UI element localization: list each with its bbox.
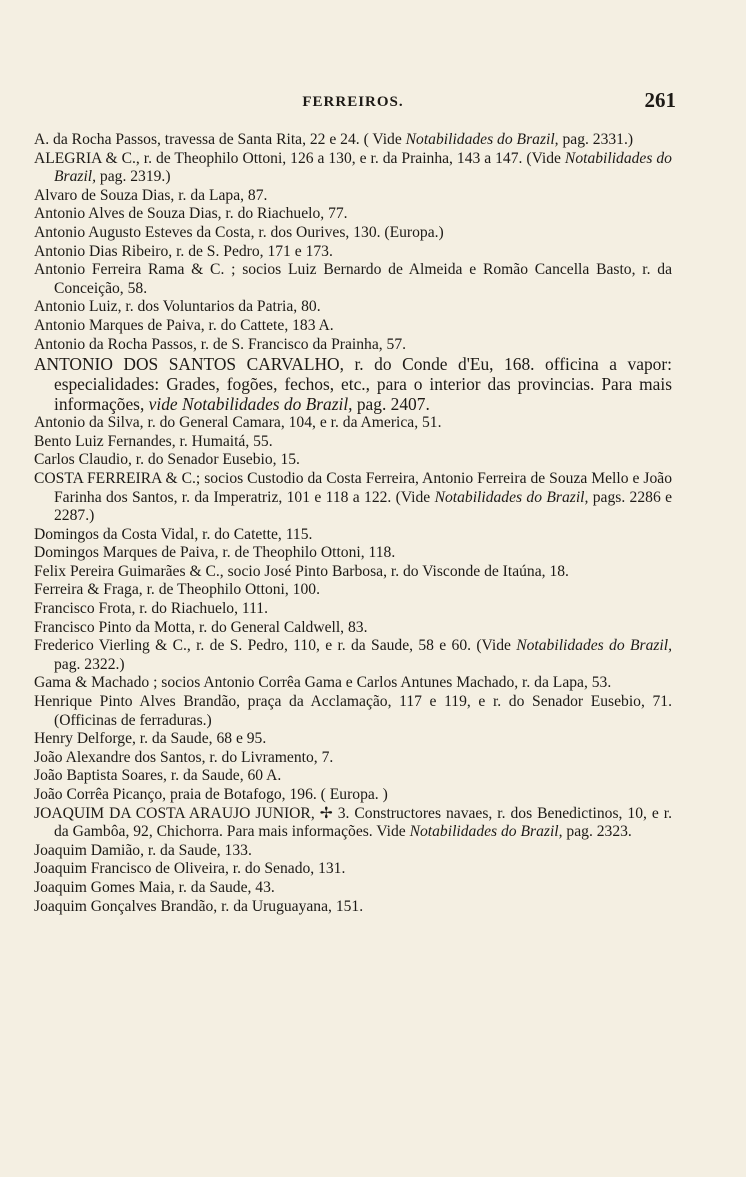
entry-text: ALEGRIA & C., r. de Theophilo Ottoni, 126 a 130, e r. da Prainha, 143 a 147. (Vide: [34, 149, 565, 167]
entry-reference: Notabilidades do Brazil,: [409, 823, 563, 841]
directory-entry: [34, 805, 672, 842]
page-header: [34, 84, 676, 120]
entry-text: Joaquim Damião, r. da Saude, 133.: [34, 841, 252, 859]
directory-entry: [34, 526, 672, 545]
entry-reference: Notabilidades do Brazil,: [405, 131, 559, 148]
entry-tail: pag. 2322.): [54, 655, 125, 673]
entry-reference: Notabilidades do Brazil,: [516, 637, 672, 655]
directory-entry: [34, 749, 672, 768]
directory-entry: [34, 150, 672, 187]
directory-entry: [34, 619, 672, 638]
entry-tail: pags. 2286 e 2287.): [54, 488, 673, 525]
directory-entry: [34, 414, 672, 433]
entry-tail: pag. 2323.: [562, 823, 632, 841]
page-number: 261: [644, 88, 676, 112]
entry-text: Henry Delforge, r. da Saude, 68 e 95.: [34, 730, 267, 748]
directory-entry: [34, 544, 672, 563]
entry-text: Felix Pereira Guimarães & C., socio José Pinto Barbosa, r. do Visconde de Itaúna, 18.: [34, 562, 569, 580]
directory-entry: [34, 354, 672, 414]
entry-text: Antonio da Silva, r. do General Camara, 104, e r. da America, 51.: [34, 414, 442, 432]
entry-text: João Baptista Soares, r. da Saude, 60 A.: [34, 767, 282, 785]
entry-reference: Notabilidades do Brazil,: [434, 488, 589, 506]
directory-entry: [34, 205, 672, 224]
entry-text: Domingos Marques de Paiva, r. de Theophilo Ottoni, 118.: [34, 544, 396, 562]
directory-entry: [34, 842, 672, 861]
directory-entry: [34, 451, 672, 470]
entry-text: Francisco Frota, r. do Riachuelo, 111.: [34, 600, 269, 618]
directory-entry: [34, 637, 672, 674]
entry-reference: Notabilidades do Brazil,: [54, 149, 672, 186]
directory-entry: [34, 131, 672, 150]
directory-entry: [34, 261, 672, 298]
directory-entry: [34, 433, 672, 452]
entry-text: JOAQUIM DA COSTA ARAUJO JUNIOR, ✢ 3. Constructores navaes, r. dos Benedictinos, 10, e r. da Gambôa, 92, Chichorra. Para mais informações. Vide: [34, 804, 672, 841]
entry-reference: vide Notabilidades do Brazil,: [148, 394, 353, 415]
directory-entry: [34, 898, 672, 917]
directory-entry: [34, 767, 672, 786]
directory-entry: [34, 187, 672, 206]
directory-entry: [34, 317, 672, 336]
page-title: FERREIROS.: [302, 94, 404, 110]
entry-text: Alvaro de Souza Dias, r. da Lapa, 87.: [34, 186, 268, 204]
directory-entry: [34, 674, 672, 693]
directory-entry: [34, 860, 672, 879]
entry-text: Antonio Marques de Paiva, r. do Cattete, 183 A.: [34, 316, 334, 334]
entry-text: Gama & Machado ; socios Antonio Corrêa Gama e Carlos Antunes Machado, r. da Lapa, 53.: [34, 674, 612, 692]
entry-text: Francisco Pinto da Motta, r. do General Caldwell, 83.: [34, 618, 368, 636]
directory-entry: [34, 470, 672, 526]
directory-entry: [34, 600, 672, 619]
entry-text: Antonio Alves de Souza Dias, r. do Riachuelo, 77.: [34, 205, 348, 223]
directory-entry: [34, 224, 672, 243]
entry-tail: pag. 2407.: [352, 394, 430, 415]
entry-tail: pag. 2331.): [558, 131, 634, 148]
entry-text: Henrique Pinto Alves Brandão, praça da Acclamação, 117 e 119, e r. do Senador Eusebio, 71. (Officinas de ferraduras.): [34, 693, 672, 729]
entry-text: Antonio da Rocha Passos, r. de S. Francisco da Prainha, 57.: [34, 335, 407, 353]
entry-text: Antonio Dias Ribeiro, r. de S. Pedro, 171 e 173.: [34, 242, 333, 260]
entry-text: Joaquim Gomes Maia, r. da Saude, 43.: [34, 878, 275, 896]
directory-list: [34, 131, 672, 916]
entry-text: Domingos da Costa Vidal, r. do Catette, 115.: [34, 525, 313, 543]
directory-entry: [34, 879, 672, 898]
directory-entry: [34, 786, 672, 805]
entry-text: Ferreira & Fraga, r. de Theophilo Ottoni, 100.: [34, 581, 320, 599]
directory-entry: [34, 581, 672, 600]
entry-text: João Corrêa Picanço, praia de Botafogo, 196. ( Europa. ): [34, 786, 388, 803]
directory-entry: [34, 298, 672, 317]
entry-text: Joaquim Gonçalves Brandão, r. da Uruguayana, 151.: [34, 897, 364, 915]
entry-text: Carlos Claudio, r. do Senador Eusebio, 15.: [34, 451, 300, 469]
entry-text: Frederico Vierling & C., r. de S. Pedro, 110, e r. da Saude, 58 e 60. (Vide: [34, 637, 517, 655]
directory-entry: [34, 243, 672, 262]
entry-text: Joaquim Francisco de Oliveira, r. do Senado, 131.: [34, 860, 346, 878]
directory-entry: [34, 730, 672, 749]
entry-text: COSTA FERREIRA & C.; socios Custodio da Costa Ferreira, Antonio Ferreira de Souza Mello e João Farinha dos Santos, r. da Imperatriz, 101 e 118 a 122. (Vide: [34, 469, 672, 506]
entry-text: Antonio Augusto Esteves da Costa, r. dos Ourives, 130. (Europa.): [34, 223, 444, 241]
directory-entry: [34, 336, 672, 355]
entry-text: ANTONIO DOS SANTOS CARVALHO, r. do Conde d'Eu, 168. officina a vapor: especialidades: Grades, fogões, fechos, etc., para o interior das provincias. Para mais informações,: [34, 354, 672, 415]
directory-entry: [34, 563, 672, 582]
entry-text: Bento Luiz Fernandes, r. Humaitá, 55.: [34, 432, 273, 450]
entry-text: Antonio Ferreira Rama & C. ; socios Luiz Bernardo de Almeida e Romão Cancella Basto, r. da Conceição, 58.: [34, 261, 672, 297]
entry-tail: pag. 2319.): [96, 168, 171, 186]
entry-text: João Alexandre dos Santos, r. do Livramento, 7.: [34, 748, 334, 766]
entry-text: Antonio Luiz, r. dos Voluntarios da Patria, 80.: [34, 298, 321, 316]
directory-entry: [34, 693, 672, 730]
entry-text: A. da Rocha Passos, travessa de Santa Rita, 22 e 24. ( Vide: [34, 131, 406, 148]
